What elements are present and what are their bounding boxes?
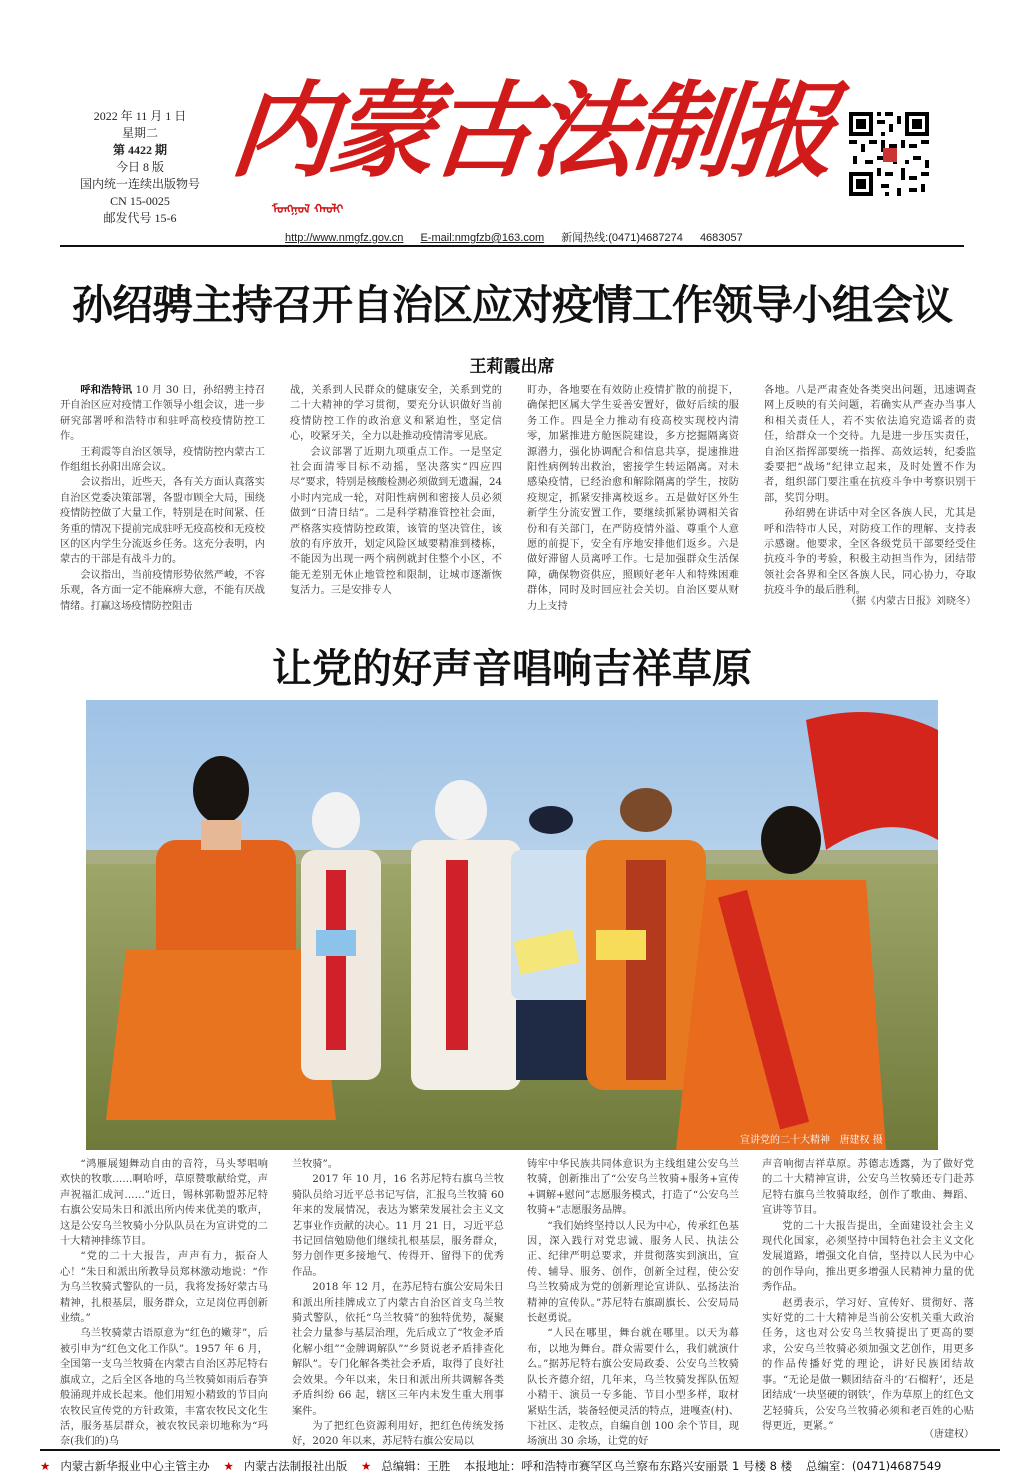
post-code: 邮发代号 15-6 bbox=[103, 211, 177, 225]
paragraph: 声音响彻吉祥草原。苏德志透露，为了做好党的二十大精神宣讲，公安乌兰牧骑还专门赴苏尼特右旗乌兰牧骑取经，创作了歌曲、舞蹈、宣讲等节目。 bbox=[762, 1159, 974, 1217]
paragraph: 呼和浩特讯 10 月 30 日，孙绍骋主持召开自治区应对疫情工作领导小组会议，进一步研究部署呼和浩特市和驻呼高校疫情防控工作。 bbox=[60, 384, 266, 443]
issue-date: 2022 年 11 月 1 日 bbox=[93, 109, 187, 123]
paragraph: 2018 年 12 月，在苏尼特右旗公安局朱日和派出所挂牌成立了内蒙古自治区首支乌兰牧骑式警队，依托“乌兰牧骑”的独特优势，凝聚社会力量参与基层治理，先后成立了“牧金矛盾化解小组”“金牌调解队”“乡贤说老矛盾排查化解队”。专门化解各类社会矛盾，取得了良好社会效果。今年以来，朱日和派出所共调解各类矛盾纠纷 66 起，辖区三年内未发生重大刑事案件。 bbox=[292, 1282, 504, 1417]
newspaper-masthead-logo: 内蒙古法制报 bbox=[225, 69, 839, 192]
article2-headline: 让党的好声音唱响吉祥草原 bbox=[272, 645, 752, 692]
paragraph: 2017 年 10 月，16 名苏尼特右旗乌兰牧骑队员给习近平总书记写信，汇报乌兰牧骑 60 年来的发展情况，表达为繁荣发展社会主义文艺事业作贡献的决心。11 月 21 日，习近平总书记回信勉励他们继续扎根基层，服务群众，努力创作更多接地气、传得开、留得下的优秀作品。 bbox=[292, 1174, 504, 1278]
masthead-meta bbox=[70, 108, 210, 227]
paragraph: 铸牢中华民族共同体意识为主线组建公安乌兰牧骑，创新推出了“公安乌兰牧骑+服务+宣传+调解+慰问”志愿服务模式，打造了“公安乌兰牧骑+”志愿服务品牌。 bbox=[527, 1159, 739, 1217]
cn-number: CN 15-0025 bbox=[110, 194, 170, 208]
footer-editor: 总编辑：王胜 bbox=[381, 1459, 451, 1473]
paragraph: 兰牧骑”。 bbox=[292, 1159, 338, 1170]
star-icon: ★ bbox=[360, 1459, 372, 1473]
footer-office: 总编室：(0471)4687549 bbox=[805, 1459, 942, 1473]
paragraph: 盯办，各地要在有效防止疫情扩散的前提下，确保把区属大学生妥善安置好，做好后续的服务工作。四是全力推动有疫高校实现校内清零，加紧推进方舱医院建设，多方挖掘隔离资源潜力，强化协调配合和信息共享，提速推进阳性病例转出救治，密接学生转运隔离。对未感染疫情，已经治愈和解除隔离的学生，按防疫规定，抓紧安排离校返乡。五是做好区外生新学生分流安置工作，要继续抓紧协调相关省份和有关部门，在严防疫情外溢、尊重个人意愿的前提下，安全有序地安排他们返乡。六是做好滞留人员离呼工作。七是加强群众生活保障，确保物资供应，照顾好老年人和特殊困难群体，同时及时回应社会关切。自治区要从财力上支持 bbox=[527, 385, 739, 612]
footer-publisher: 内蒙古法制报社出版 bbox=[243, 1459, 348, 1473]
mongolian-title: ᠮᠣᠩᠭᠣᠯ ᠬᠠᠤᠯᠢ bbox=[272, 202, 344, 216]
article2-column-3 bbox=[527, 1157, 739, 1448]
paragraph: 战，关系到人民群众的健康安全，关系到党的二十大精神的学习贯彻，要充分认识做好当前疫情防控工作的政治意义和紧迫性，坚定信心，咬紧牙关，全力以赴推动疫情清零见底。 bbox=[290, 385, 502, 443]
paragraph: 乌兰牧骑蒙古语原意为“红色的嫩芽”，后被引申为“红色文化工作队”。1957 年 6 月，全国第一支乌兰牧骑在内蒙古自治区苏尼特右旗成立，之后全区各地的乌兰牧骑如雨后春笋般涌现并成长起来。他们用短小精致的节目向农牧民宣传党的方针政策，丰富农牧民文化生活，服务基层群众，被农牧民亲切地称为“玛奈(我们的)乌 bbox=[60, 1328, 268, 1448]
email-link[interactable]: E-mail:nmgfzb@163.com bbox=[420, 232, 545, 244]
article2-credit: （唐建权） bbox=[924, 1429, 974, 1440]
photo-caption-text: 宣讲党的二十大精神 bbox=[740, 1135, 830, 1146]
article1-subhead: 王莉霞出席 bbox=[469, 357, 555, 377]
issue-weekday: 星期二 bbox=[121, 126, 158, 140]
issue-number: 第 4422 期 bbox=[112, 143, 167, 157]
paragraph: 赵勇表示，学习好、宣传好、贯彻好、落实好党的二十大精神是当前公安机关重大政治任务，这也对公安乌兰牧骑提出了更高的要求，公安乌兰牧骑必须加强文艺创作，用更多的作品传播好党的理论，讲好民族团结故事。“无论是做一颗团结奋斗的‘石榴籽’，还是团结成‘一块坚硬的钢铁’，作为草原上的红色文艺轻骑兵，公安乌兰牧骑必须和老百姓的心贴得更近，更紧。” bbox=[762, 1297, 974, 1432]
footer-address: 本报地址：呼和浩特市赛罕区乌兰察布东路兴安丽景 1 号楼 8 楼 bbox=[463, 1459, 793, 1473]
photo-caption bbox=[740, 1131, 930, 1146]
paragraph: 党的二十大报告提出，全面建设社会主义现代化国家，必须坚持中国特色社会主义文化发展道路，增强文化自信，坚持以人民为中心的创作导向，推出更多增强人民精神力量的优秀作品。 bbox=[762, 1220, 974, 1294]
article2-column-2 bbox=[292, 1157, 504, 1448]
hotline-2: 4683057 bbox=[699, 232, 743, 244]
star-icon: ★ bbox=[40, 1459, 51, 1473]
star-icon: ★ bbox=[223, 1459, 234, 1473]
qr-code-icon bbox=[845, 108, 933, 200]
paragraph: 各地。八是严肃查处各类突出问题，迅速调查网上反映的有关问题，若确实从严查办当事人和相关责任人，若不实依法追究造谣者的责任，给群众一个交待。九是进一步压实责任，自治区指挥部要统一指挥、高效运转，纪委监委要把“战场”纪律立起来，及时处置不作为者，组织部门要注重在抗疫斗争中考察识别干部，奖罚分明。 bbox=[764, 385, 976, 504]
news-photo bbox=[86, 700, 938, 1150]
paragraph: “党的二十大报告，声声有力，振奋人心！”朱日和派出所教导员郑林激动地说：“作为乌兰牧骑式警队的一员，我将发扬好蒙古马精神，扎根基层，服务群众，立足岗位再创新业绩。” bbox=[60, 1251, 268, 1325]
footer-bar bbox=[40, 1449, 1000, 1477]
photo-credit: 唐建权 摄 bbox=[839, 1135, 883, 1146]
paragraph: 会议指出，当前疫情形势依然严峻，不容乐观，各方面一定不能麻痹大意，不能有厌战情绪。打赢这场疫情防控阻击 bbox=[60, 569, 265, 612]
paragraph: 为了把红色资源利用好，把红色传统发扬好，2020 年以来，苏尼特右旗公安局以 bbox=[292, 1420, 504, 1448]
hotline: 新闻热线:(0471)4687274 bbox=[561, 232, 683, 244]
paragraph: “我们始终坚持以人民为中心，传承红色基因，深入践行对党忠诚、服务人民、执法公正、纪律严明总要求，并贯彻落实到演出，宣传、辅导、服务、创作，创新全过程，使公安乌兰牧骑成为党的创新理论宣讲队、弘扬法治精神的宣传队。”苏尼特右旗副旗长、公安局局长赵勇说。 bbox=[527, 1220, 739, 1325]
masthead-divider bbox=[60, 245, 964, 247]
article1-column-4 bbox=[764, 383, 976, 595]
paragraph: 孙绍骋在讲话中对全区各族人民，尤其是呼和浩特市人民，对防疫工作的理解、支持表示感谢。他要求，全区各级党员干部要经受住抗疫斗争的考验，积极主动担当作为，团结带领社会各界和全区各族人民，同心协力，夺取抗疫斗争的最后胜利。 bbox=[764, 508, 976, 597]
footer-sponsor: 内蒙古新华报业中心主管主办 bbox=[60, 1459, 210, 1473]
paragraph: 王莉霞等自治区领导，疫情防控内蒙古工作组组长孙阳出席会议。 bbox=[60, 446, 265, 474]
paragraph: “鸿雁展翅舞动自由的音符，马头琴唱响欢快的牧歌……啊哈呼，草原赞歌献给党，声声祝福汇成河……”近日，锡林郭勒盟苏尼特右旗公安局朱日和派出所内传来优美的歌声，这是公安乌兰牧骑小分队队员在为宣讲党的二十大精神排练节目。 bbox=[60, 1159, 268, 1248]
contact-line bbox=[285, 229, 805, 245]
article2-column-4 bbox=[762, 1157, 974, 1432]
page-count: 今日 8 版 bbox=[115, 160, 164, 174]
article1-credit: （据《内蒙古日报》刘晓冬） bbox=[846, 596, 976, 607]
article1-headline: 孙绍骋主持召开自治区应对疫情工作领导小组会议 bbox=[72, 281, 952, 329]
paragraph: 会议指出，近些天，各有关方面认真落实自治区党委决策部署，各盟市顾全大局，围绕疫情防控做了大量工作，特别是在时间紧、任务重的情况下提前完成驻呼无疫高校和无疫校区的区内学生分流返乡任务。这充分表明，内蒙古的干部是有战斗力的。 bbox=[60, 477, 265, 566]
article1-column-3 bbox=[527, 383, 739, 623]
serial-label: 国内统一连续出版物号 bbox=[79, 177, 200, 191]
article1-column-2 bbox=[290, 383, 502, 623]
article2-column-1 bbox=[60, 1157, 268, 1448]
paragraph: 会议部署了近期九项重点工作。一是坚定社会面清零目标不动摇，坚决落实“四应四尽”要求，特别是核酸检测必须做到无遗漏，24 小时内完成一轮，对阳性病例和密接人员必须做到“日清日结”。二是科学精准管控社会面，严格落实疫情防控政策，该管的坚决管住，该放的有序放开，划定风险区域要精准到楼栋，不能因为出现一两个病例就封住整个小区，不能无差别无休止地管控和限制，让城市逐渐恢复活力。三是安排专人 bbox=[290, 446, 502, 597]
article1-column-1 bbox=[60, 383, 265, 623]
website-link[interactable]: http://www.nmgfz.gov.cn bbox=[285, 232, 404, 244]
paragraph: “人民在哪里，舞台就在哪里。以天为幕布，以地为舞台。群众需要什么，我们就演什么。”据苏尼特右旗公安局政委、公安乌兰牧骑队长齐德介绍，几年来，乌兰牧骑发挥队伍短小精干、演员一专多能、节目小型多样，取材紧贴生活，装备轻便灵活的特点，进嘎查(村)、下社区、走牧点，自编自创 100 余个节目，现场演出 30 余场，让党的好 bbox=[527, 1328, 739, 1448]
